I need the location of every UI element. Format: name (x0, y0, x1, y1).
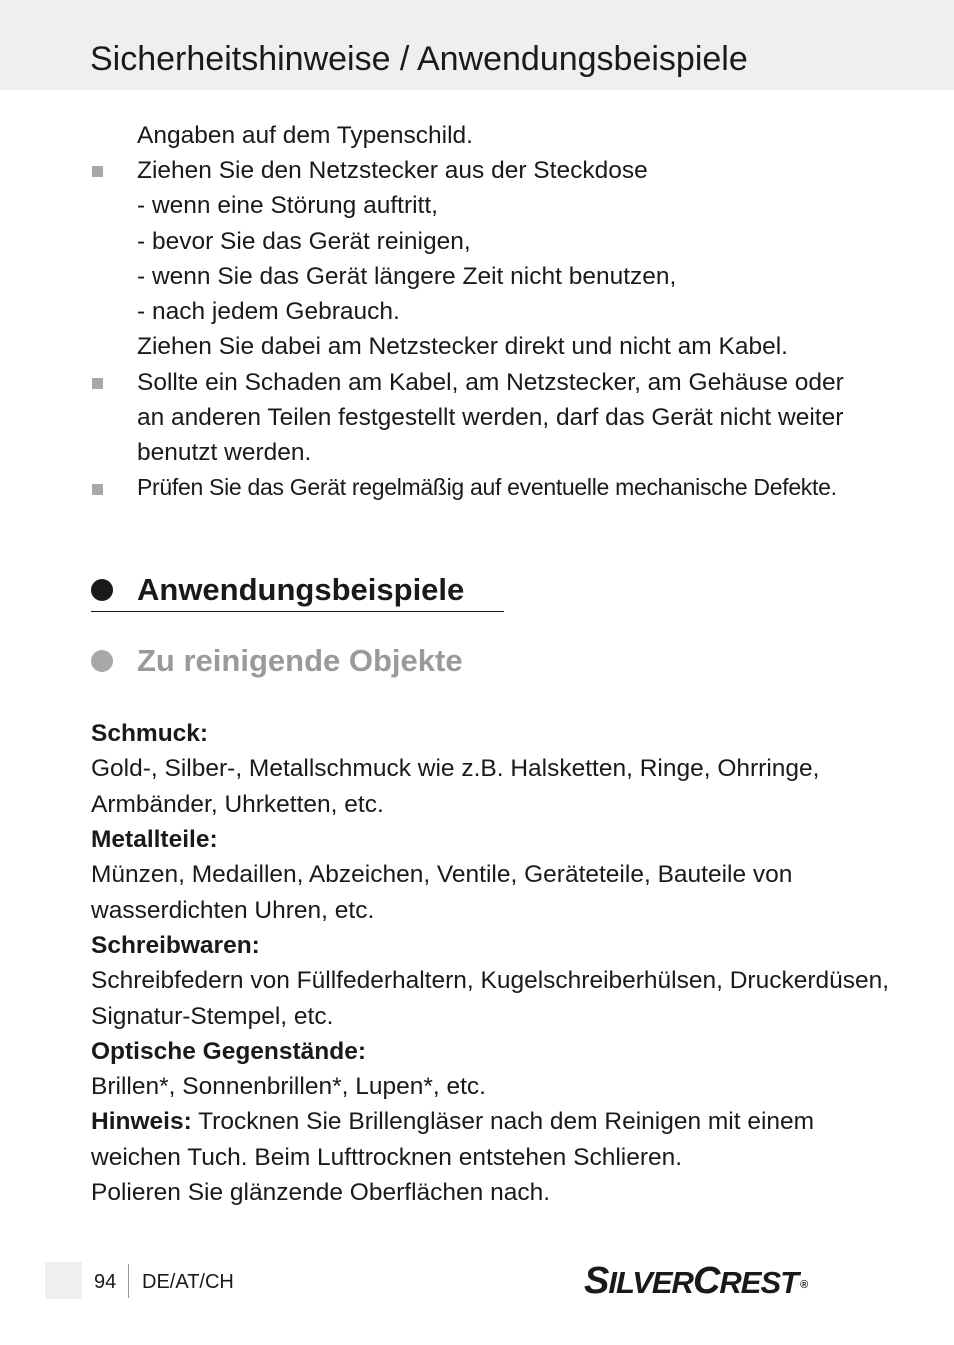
safety-subitem: - wenn Sie das Gerät längere Zeit nicht benutzen, (137, 263, 677, 290)
page-title: Sicherheitshinweise / Anwendungsbeispiele (90, 40, 748, 78)
category-text: Signatur-Stempel, etc. (91, 1003, 334, 1030)
safety-item-damage: benutzt werden. (137, 439, 312, 466)
bullet-icon (92, 166, 103, 177)
category-label-metal: Metallteile: (91, 826, 218, 853)
category-label-writing: Schreibwaren: (91, 932, 260, 959)
heading-underline (91, 611, 504, 612)
category-label-optical: Optische Gegenstände: (91, 1038, 367, 1065)
logo-part: ILVER (608, 1265, 693, 1300)
section-heading: Anwendungsbeispiele (137, 572, 465, 607)
safety-item-damage: Sollte ein Schaden am Kabel, am Netzstecker, am Gehäuse oder (137, 369, 844, 396)
note-label: Hinweis: (91, 1108, 192, 1135)
safety-subitem: - wenn eine Störung auftritt, (137, 192, 438, 219)
silvercrest-logo (584, 1258, 807, 1306)
safety-item-damage: an anderen Teilen festgestellt werden, darf das Gerät nicht weiter (137, 404, 844, 431)
footer-box (45, 1262, 82, 1299)
text-continuation: Angaben auf dem Typenschild. (137, 122, 473, 149)
note-line: weichen Tuch. Beim Lufttrocknen entstehen Schlieren. (91, 1144, 683, 1171)
category-text: Gold-, Silber-, Metallschmuck wie z.B. Halsketten, Ringe, Ohrringe, (91, 755, 820, 782)
safety-item-unplug: Ziehen Sie den Netzstecker aus der Steckdose (137, 157, 648, 184)
region-code: DE/AT/CH (142, 1271, 234, 1293)
safety-item-check: Prüfen Sie das Gerät regelmäßig auf eventuelle mechanische Defekte. (137, 474, 837, 500)
note-line: Polieren Sie glänzende Oberflächen nach. (91, 1179, 551, 1206)
footer-divider (128, 1264, 129, 1298)
registered-mark: ® (800, 1279, 808, 1291)
logo-part: S (584, 1260, 609, 1302)
category-label-jewelry: Schmuck: (91, 720, 209, 747)
note-text: Trocknen Sie Brillengläser nach dem Reinigen mit einem (191, 1108, 815, 1135)
category-text: Münzen, Medaillen, Abzeichen, Ventile, Geräteteile, Bauteile von (91, 861, 793, 888)
bullet-icon (92, 484, 103, 495)
logo-part: C (692, 1260, 720, 1302)
logo-part: REST (719, 1265, 799, 1300)
page-header (0, 0, 954, 90)
category-text: wasserdichten Uhren, etc. (91, 897, 375, 924)
safety-subitem: - nach jedem Gebrauch. (137, 298, 400, 325)
category-text: Brillen*, Sonnenbrillen*, Lupen*, etc. (91, 1073, 486, 1100)
safety-item-unplug-note: Ziehen Sie dabei am Netzstecker direkt und nicht am Kabel. (137, 333, 788, 360)
section-bullet-icon (91, 579, 113, 601)
subsection-bullet-icon (91, 650, 113, 672)
subsection-heading: Zu reinigende Objekte (137, 643, 463, 678)
category-text: Armbänder, Uhrketten, etc. (91, 791, 384, 818)
note-line (91, 1104, 814, 1139)
page-number: 94 (94, 1271, 117, 1293)
safety-subitem: - bevor Sie das Gerät reinigen, (137, 228, 471, 255)
category-text: Schreibfedern von Füllfederhaltern, Kugelschreiberhülsen, Druckerdüsen, (91, 967, 890, 994)
bullet-icon (92, 378, 103, 389)
